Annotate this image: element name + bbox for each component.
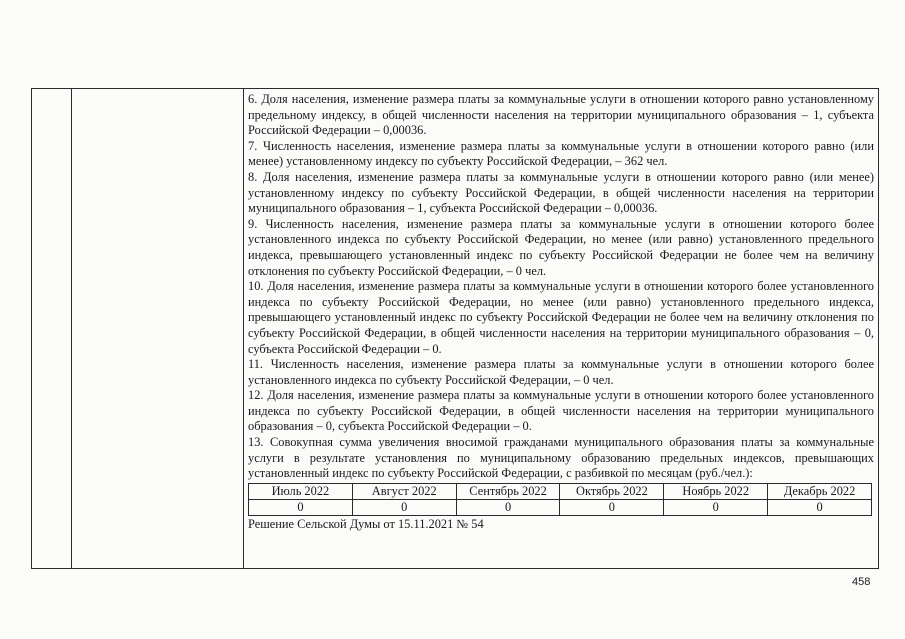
table-header-cell: Октябрь 2022 xyxy=(560,483,664,499)
content-cell xyxy=(248,92,874,532)
monthly-amounts-table xyxy=(248,483,872,516)
paragraph-12: 12. Доля населения, изменение размера платы за коммунальные услуги в отношении которого более установленного индекса по субъекту Российской Федерации, в общей численности населения на территории муниципального образования – 0, субъекта Российской Федерации – 0. xyxy=(248,388,874,434)
column-divider-2 xyxy=(243,89,244,568)
table-header-cell: Ноябрь 2022 xyxy=(664,483,768,499)
table-header-cell: Август 2022 xyxy=(352,483,456,499)
document-table-frame xyxy=(31,88,879,569)
paragraph-7: 7. Численность населения, изменение размера платы за коммунальные услуги в отношении которого равно (или менее) установленному индексу по субъекту Российской Федерации, – 362 чел. xyxy=(248,138,874,169)
decision-reference: Решение Сельской Думы от 15.11.2021 № 54 xyxy=(248,516,484,531)
table-cell: 0 xyxy=(768,499,872,515)
table-header-row xyxy=(249,483,872,499)
column-divider-1 xyxy=(71,89,72,568)
paragraph-6: 6. Доля населения, изменение размера платы за коммунальные услуги в отношении которого равно установленному предельному индексу, в общей численности населения на территории муниципального образования – 1, субъекта Российской Федерации – 0,00036. xyxy=(248,92,874,138)
paragraph-8: 8. Доля населения, изменение размера платы за коммунальные услуги в отношении которого равно (или менее) установленному индексу по субъекту Российской Федерации, в общей численности населения на территории муниципального образования – 1, субъекта Российской Федерации – 0,00036. xyxy=(248,169,874,216)
table-cell: 0 xyxy=(456,499,560,515)
paragraph-13: 13. Совокупная сумма увеличения вносимой гражданами муниципального образования платы за коммунальные услуги в результате установления по муниципальному образованию предельных индексов, превышающих установленный индекс по субъекту Российской Федерации, с разбивкой по месяцам (руб./чел.): xyxy=(248,435,874,481)
table-header-cell: Июль 2022 xyxy=(249,483,353,499)
table-cell: 0 xyxy=(249,499,353,515)
table-header-cell: Декабрь 2022 xyxy=(768,483,872,499)
table-cell: 0 xyxy=(664,499,768,515)
table-cell: 0 xyxy=(352,499,456,515)
page-number: 458 xyxy=(852,576,871,588)
paragraph-9: 9. Численность населения, изменение размера платы за коммунальные услуги в отношении которого более установленного индекса по субъекту Российской Федерации, но менее (или равно) установленного предельного индекса, превышающего установленный индекс по субъекту Российской Федерации не более чем на величину отклонения по субъекту Российской Федерации, – 0 чел. xyxy=(248,216,874,278)
table-row xyxy=(249,499,872,515)
paragraph-11: 11. Численность населения, изменение размера платы за коммунальные услуги в отношении которого более установленного индекса по субъекту Российской Федерации, – 0 чел. xyxy=(248,357,874,387)
table-cell: 0 xyxy=(560,499,664,515)
table-header-cell: Сентябрь 2022 xyxy=(456,483,560,499)
paragraph-10: 10. Доля населения, изменение размера платы за коммунальные услуги в отношении которого более установленного индекса по субъекту Российской Федерации, но менее (или равно) установленного предельного индекса, превышающего установленный индекс по субъекту Российской Федерации не более чем на величину отклонения по субъекту Российской Федерации, в общей численности населения на территории муниципального образования – 0, субъекта Российской Федерации – 0. xyxy=(248,279,874,356)
